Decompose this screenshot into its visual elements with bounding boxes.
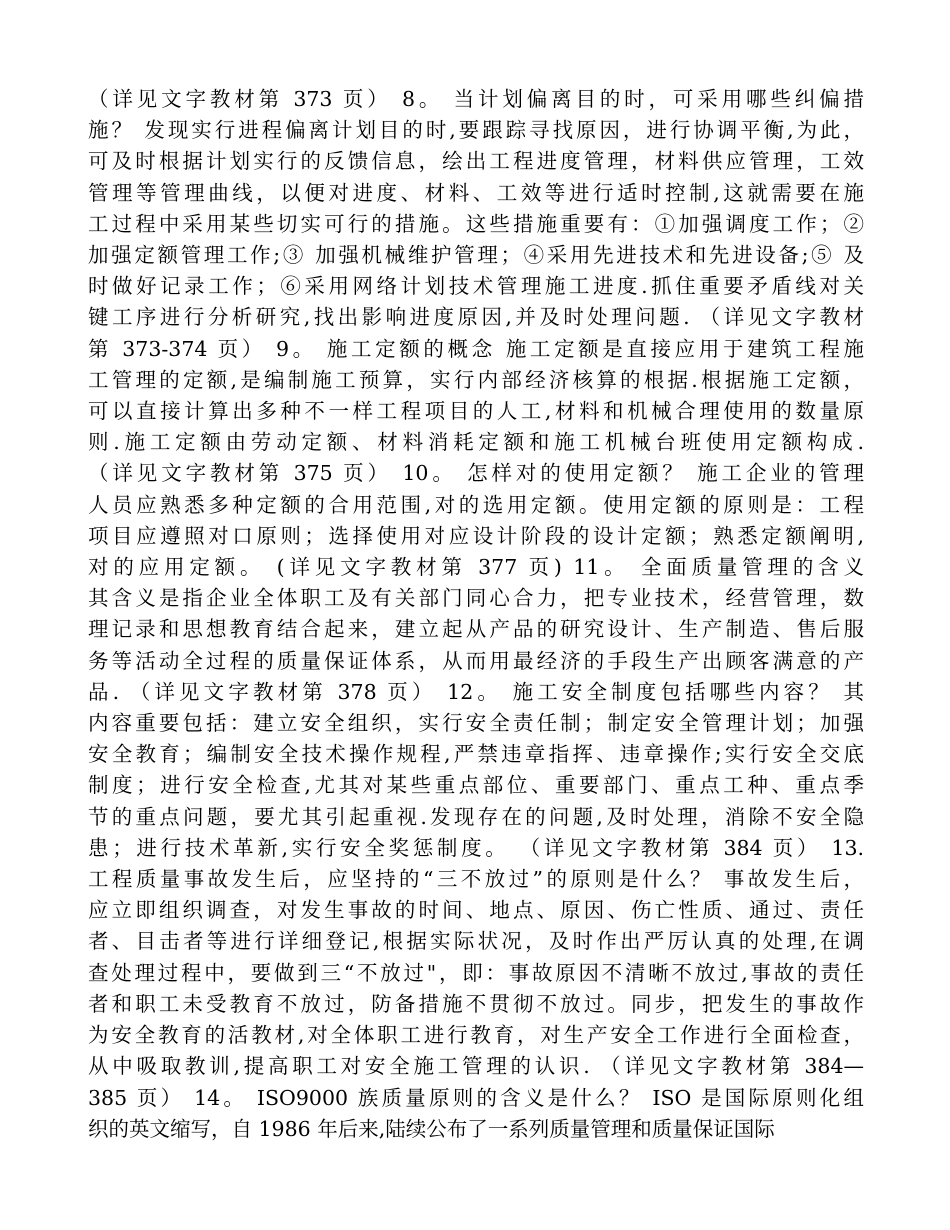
text-line: （详见文字教材第 373 页） 8。 当计划偏离目的时，可采用哪些纠偏措 bbox=[88, 87, 864, 111]
text-line: 患；进行技术革新,实行安全奖惩制度。 （详见文字教材第 384 页） 13. bbox=[88, 835, 864, 860]
text-line: 应立即组织调查，对发生事故的时间、地点、原因、伤亡性质、通过、责任 bbox=[88, 898, 864, 923]
text-line: 项目应遵照对口原则；选择使用对应设计阶段的设计定额；熟悉定额阐明, bbox=[88, 523, 864, 548]
text-line: 管理等管理曲线，以便对进度、材料、工效等进行适时控制,这就需要在施 bbox=[88, 180, 864, 205]
text-line: 工管理的定额,是编制施工预算，实行内部经济核算的根据.根据施工定额， bbox=[88, 367, 864, 392]
text-line: 安全教育；编制安全技术操作规程,严禁违章指挥、违章操作;实行安全交底 bbox=[88, 742, 864, 767]
text-line: 内容重要包括：建立安全组织，实行安全责任制；制定安全管理计划；加强 bbox=[88, 711, 864, 736]
text-line: 工程质量事故发生后，应坚持的“三不放过”的原则是什么？ 事故发生后， bbox=[88, 867, 864, 892]
body-text bbox=[88, 84, 864, 1145]
text-line: 品. （详见文字教材第 378 页） 12。 施工安全制度包括哪些内容？ 其 bbox=[88, 679, 864, 704]
text-line: 385 页） 14。 ISO9000 族质量原则的含义是什么？ ISO 是国际原则化组 bbox=[88, 1085, 864, 1110]
text-line: 其含义是指企业全体职工及有关部门同心合力，把专业技术，经营管理，数 bbox=[88, 586, 864, 611]
text-line: 则.施工定额由劳动定额、材料消耗定额和施工机械台班使用定额构成. bbox=[88, 430, 864, 455]
text-line: 务等活动全过程的质量保证体系，从而用最经济的手段生产出顾客满意的产 bbox=[88, 648, 864, 673]
text-line: 者和职工未受教育不放过，防备措施不贯彻不放过。同步，把发生的事故作 bbox=[88, 991, 864, 1016]
text-line: 时做好记录工作；⑥采用网络计划技术管理施工进度.抓住重要矛盾线对关 bbox=[88, 274, 864, 299]
text-line: 节的重点问题，要尤其引起重视.发现存在的问题,及时处理，消除不安全隐 bbox=[88, 804, 864, 829]
text-line: 从中吸取教训,提高职工对安全施工管理的认识. （详见文字教材第 384— bbox=[88, 1054, 864, 1079]
text-line: 制度；进行安全检查,尤其对某些重点部位、重要部门、重点工种、重点季 bbox=[88, 773, 864, 798]
text-line: 可及时根据计划实行的反馈信息，绘出工程进度管理，材料供应管理，工效 bbox=[88, 149, 864, 174]
text-line: 者、目击者等进行详细登记,根据实际状况，及时作出严厉认真的处理,在调 bbox=[88, 929, 864, 954]
text-line: 工过程中采用某些切实可行的措施。这些措施重要有：①加强调度工作；② bbox=[88, 211, 864, 236]
text-line: 可以直接计算出多种不一样工程项目的人工,材料和机械合理使用的数量原 bbox=[88, 399, 864, 424]
text-line: 查处理过程中，要做到三“不放过"，即：事故原因不清晰不放过,事故的责任 bbox=[88, 960, 864, 985]
text-line: 施？ 发现实行进程偏离计划目的时,要跟踪寻找原因，进行协调平衡,为此， bbox=[88, 118, 864, 143]
text-line: 为安全教育的活教材,对全体职工进行教育，对生产安全工作进行全面检查， bbox=[88, 1023, 864, 1048]
text-line: 加强定额管理工作;③ 加强机械维护管理；④采用先进技术和先进设备;⑤ 及 bbox=[88, 243, 864, 268]
text-line: 第 373-374 页） 9。 施工定额的概念 施工定额是直接应用于建筑工程施 bbox=[88, 336, 864, 361]
text-line: 织的英文缩写，自 1986 年后来,陆续公布了一系列质量管理和质量保证国际 bbox=[88, 1116, 775, 1141]
text-line: 人员应熟悉多种定额的合用范围,对的选用定额。使用定额的原则是：工程 bbox=[88, 492, 864, 517]
text-line: 对的应用定额。 (详见文字教材第 377 页) 11。 全面质量管理的含义 bbox=[88, 555, 864, 580]
text-line: 理记录和思想教育结合起来，建立起从产品的研究设计、生产制造、售后服 bbox=[88, 617, 864, 642]
text-line: （详见文字教材第 375 页） 10。 怎样对的使用定额？ 施工企业的管理 bbox=[88, 461, 864, 486]
text-line: 键工序进行分析研究,找出影响进度原因,并及时处理问题. （详见文字教材 bbox=[88, 305, 864, 330]
